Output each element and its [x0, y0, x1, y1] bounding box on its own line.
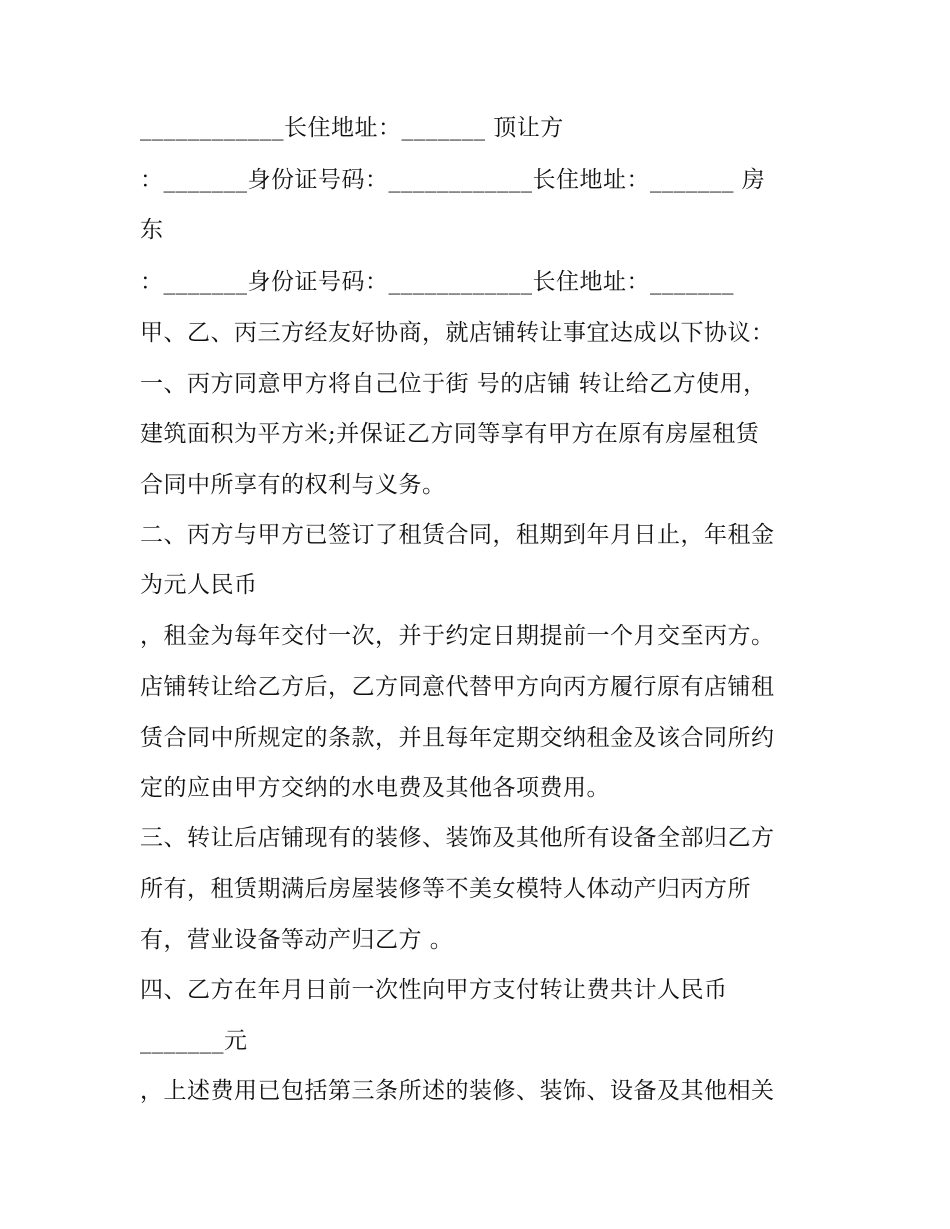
text-line: ：_______身份证号码：____________长住地址：_______ 房	[140, 167, 766, 193]
text-line: 为元人民币	[140, 572, 258, 598]
text-line: ____________长住地址：_______ 顶让方	[140, 115, 564, 141]
text-line: 所有，租赁期满后房屋装修等不美女模特人体动产归丙方所	[140, 876, 751, 902]
text-line: 赁合同中所规定的条款，并且每年定期交纳租金及该合同所约	[140, 725, 775, 751]
text-line: 甲、乙、丙三方经友好协商，就店铺转让事宜达成以下协议：	[140, 320, 775, 346]
text-line: 合同中所享有的权利与义务。	[140, 472, 446, 498]
text-line: 二、丙方与甲方已签订了租赁合同，租期到年月日止，年租金	[140, 522, 775, 548]
text-line: ：_______身份证号码：____________长住地址：_______	[140, 269, 734, 295]
text-line: ，上述费用已包括第三条所述的装修、装饰、设备及其他相关	[140, 1078, 775, 1104]
text-line: _______元	[140, 1028, 248, 1054]
text-line: 东	[140, 217, 164, 243]
text-line: 三、转让后店铺现有的装修、装饰及其他所有设备全部归乙方	[140, 825, 775, 851]
text-line: 建筑面积为平方米;并保证乙方同等享有甲方在原有房屋租赁	[140, 421, 760, 447]
text-line: 店铺转让给乙方后，乙方同意代替甲方向丙方履行原有店铺租	[140, 674, 775, 700]
text-line: 有，营业设备等动产归乙方 。	[140, 927, 454, 953]
text-line: ，租金为每年交付一次，并于约定日期提前一个月交至丙方。	[140, 623, 775, 649]
text-line: 定的应由甲方交纳的水电费及其他各项费用。	[140, 775, 610, 801]
text-line: 一、丙方同意甲方将自己位于街 号的店铺 转让给乙方使用，	[140, 371, 767, 397]
text-line: 四、乙方在年月日前一次性向甲方支付转让费共计人民币	[140, 977, 728, 1003]
